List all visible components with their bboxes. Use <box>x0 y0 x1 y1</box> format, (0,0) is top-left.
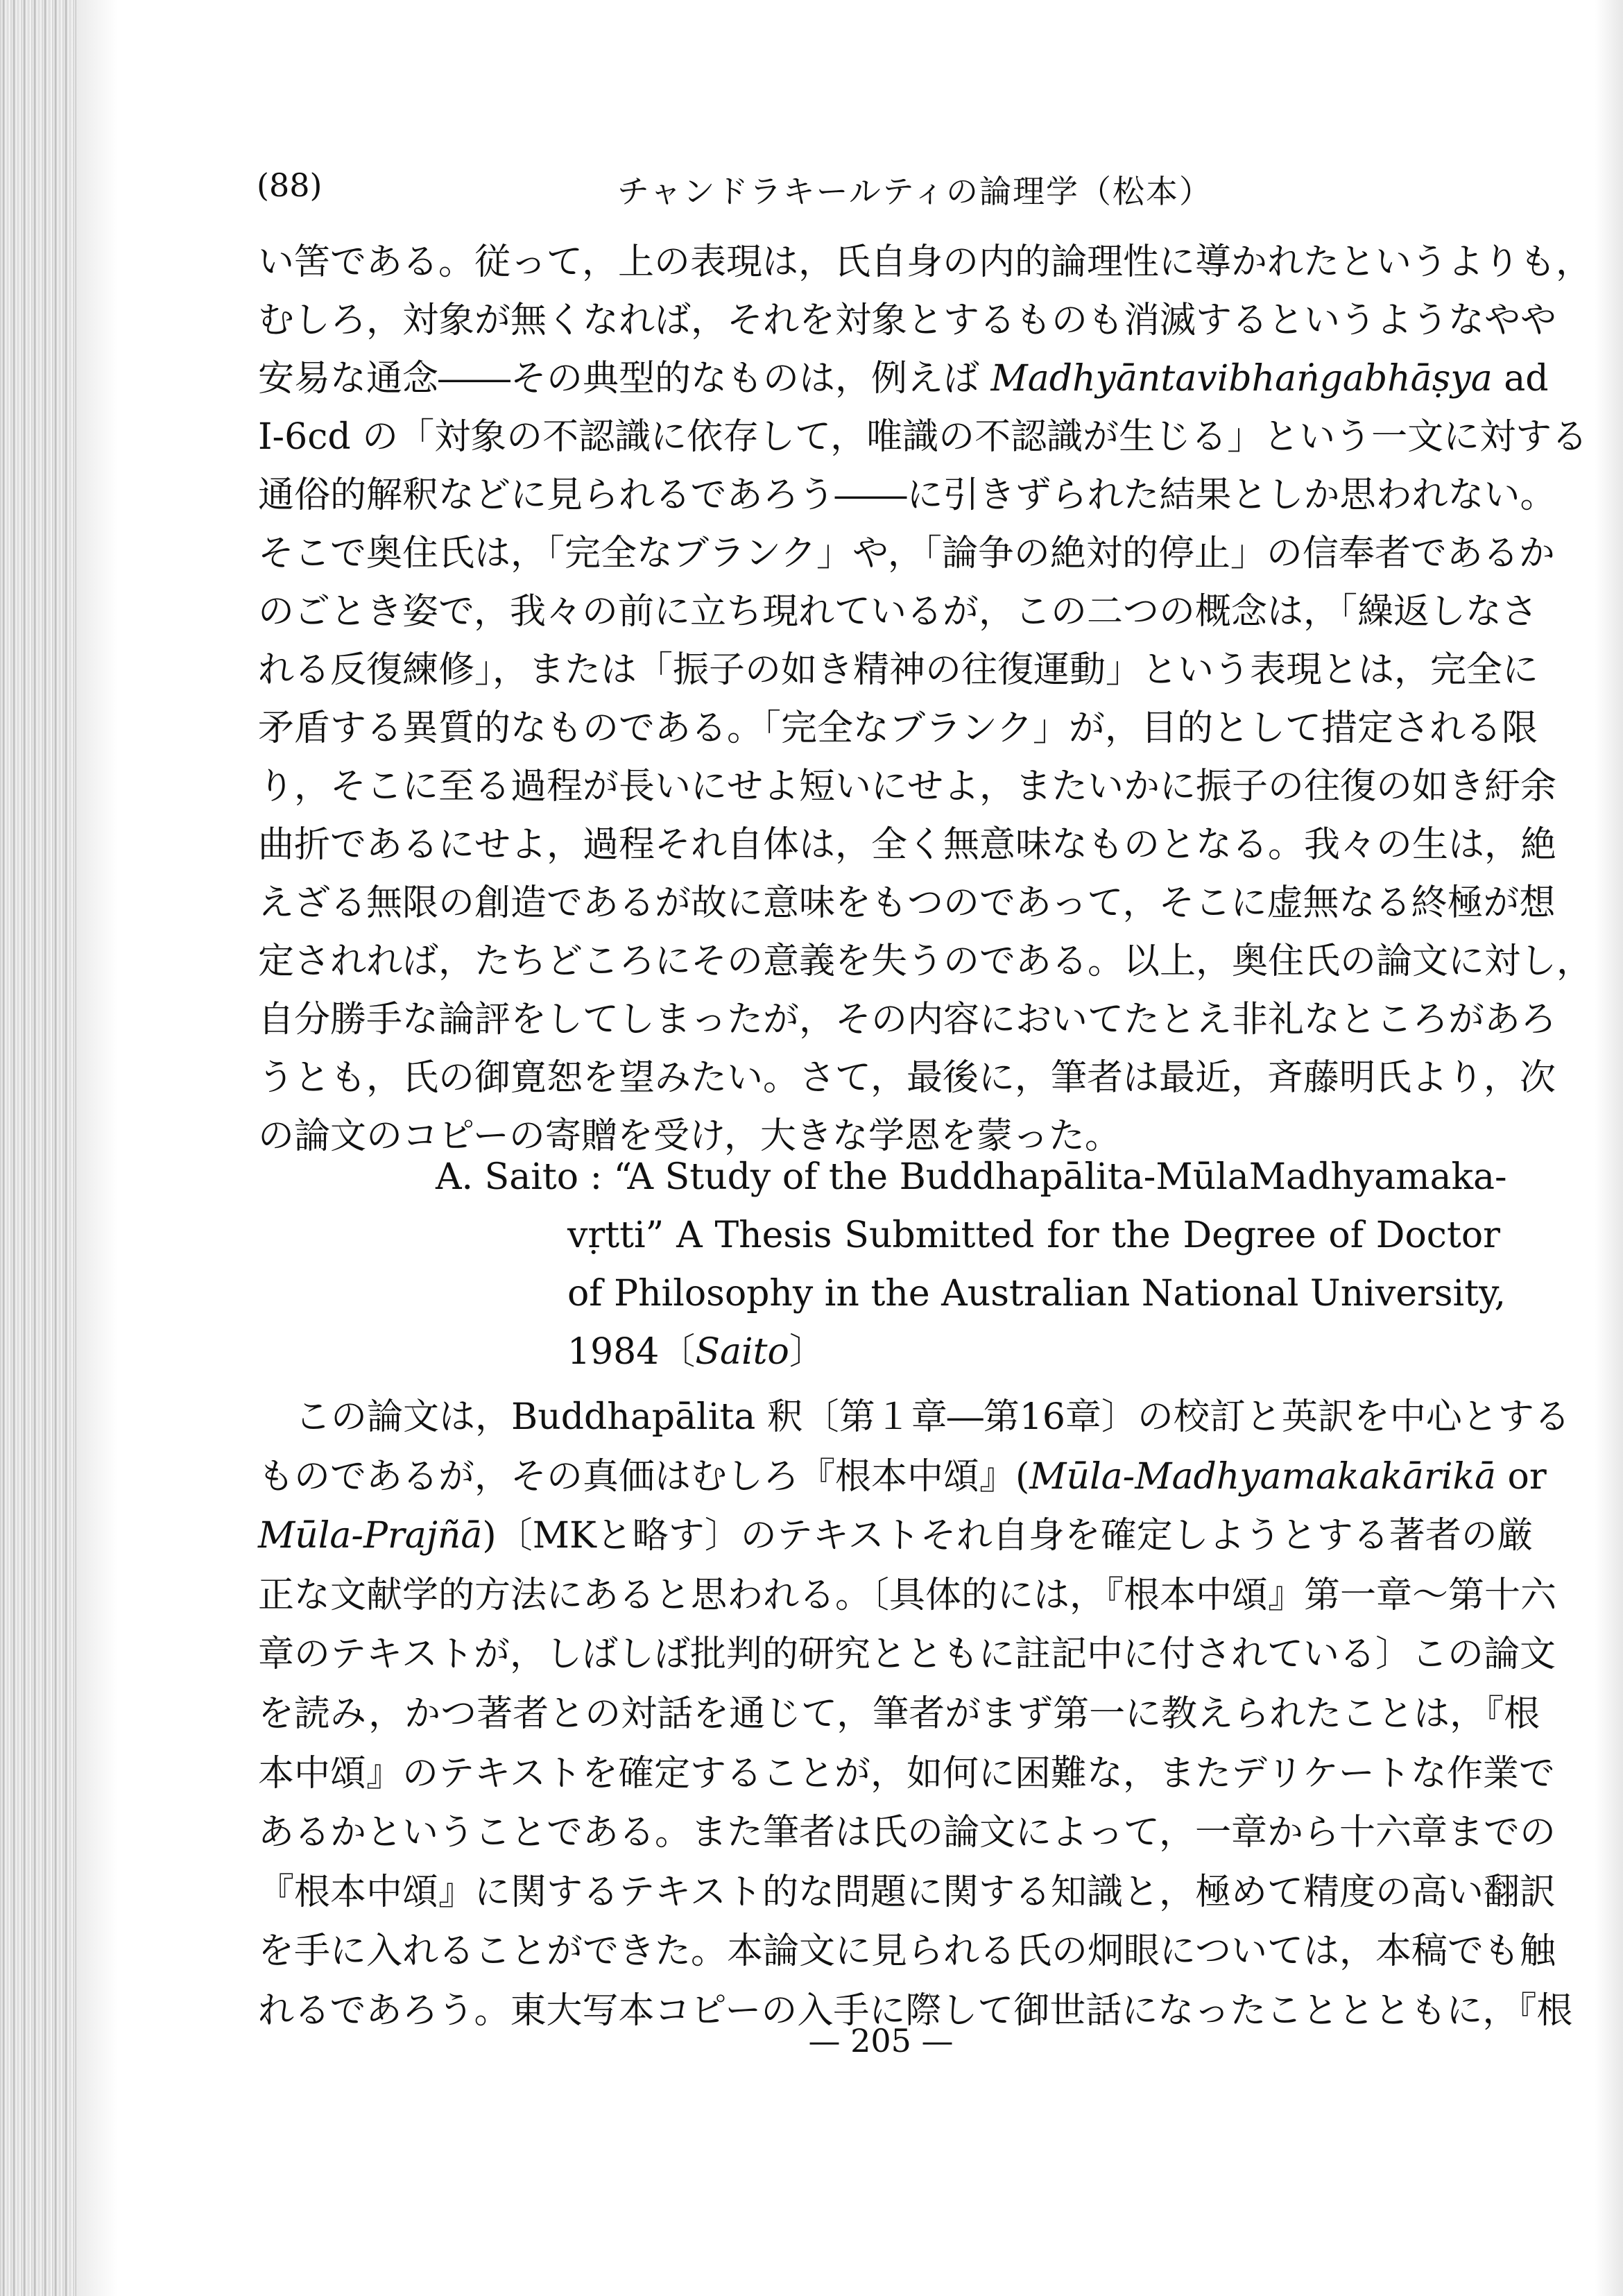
paragraph-line <box>258 1868 1556 1917</box>
italic-term: Madhyāntavibhaṅgabhāṣya <box>990 358 1493 400</box>
citation-line <box>567 1269 1506 1318</box>
text-run: 〕 <box>789 1331 825 1373</box>
text-run: A. Saito : “A Study of the Buddhapālita-MūlaMadhyamaka- <box>436 1156 1507 1198</box>
text-run: そこで奥住氏は，「完全なブランク」や，「論争の絶対的停止」の信奉者であるか <box>258 533 1555 574</box>
text-run: 『根本中頌』に関するテキスト的な問題に関する知識と，極めて精度の高い翻訳 <box>258 1871 1556 1913</box>
italic-term: Mūla-Prajñā <box>258 1515 483 1557</box>
paragraph-line <box>258 1571 1557 1620</box>
text-run: 章のテキストが，しばしば批判的研究とともに註記中に付されている〕この論文 <box>258 1634 1556 1676</box>
text-run: I-6cd の「対象の不認識に依存して，唯識の不認識が生じる」という一文に対する <box>258 416 1588 458</box>
paragraph-line <box>258 937 1593 986</box>
text-run: 通俗的解釈などに見られるであろう――に引きずられた結果としか思われない。 <box>258 474 1556 516</box>
text-run: or <box>1495 1455 1547 1498</box>
text-run: )〔MKと略す〕のテキストそれ自身を確定しようとする著者の厳 <box>482 1515 1534 1557</box>
paragraph-line <box>258 413 1588 461</box>
text-run: この論文は，Buddhapālita 釈〔第１章―第16章〕の校訂と英訳を中心とする <box>295 1396 1570 1438</box>
paragraph-line <box>258 1630 1556 1679</box>
text-run: 安易な通念――その典型的なものは，例えば <box>258 358 991 400</box>
text-run: の論文のコピーの寄贈を受け，大きな学恩を蒙った。 <box>258 1115 1121 1157</box>
citation-line <box>567 1211 1500 1260</box>
paragraph-line <box>258 762 1557 811</box>
text-run: ad <box>1492 358 1549 400</box>
text-run: 自分勝手な論評をしてしまったが，その内容においてたとえ非礼なところがあろ <box>258 999 1557 1040</box>
header-page-number: (88) <box>257 166 323 204</box>
text-run: 矛盾する異質的なものである。「完全なブランク」が，目的として措定される限 <box>258 708 1538 749</box>
text-run: を手に入れることができた。本論文に見られる氏の炯眼については，本稿でも触 <box>258 1930 1556 1973</box>
citation-line <box>436 1153 1507 1201</box>
text-run: 本中頌』のテキストを確定することが，如何に困難な，またデリケートな作業で <box>258 1752 1555 1794</box>
paragraph-line <box>258 296 1557 345</box>
scan-edge-shadow <box>1595 0 1623 2296</box>
paragraph-line <box>258 646 1539 694</box>
text-run: い筈である。従って，上の表現は，氏自身の内的論理性に導かれたというよりも， <box>258 241 1592 283</box>
footer-page-number: — 205 — <box>808 2022 954 2059</box>
text-run: り，そこに至る過程が長いにせよ短いにせよ，またいかに振子の往復の如き紆余 <box>258 766 1557 807</box>
text-run: あるかということである。また筆者は氏の論文によって，一章から十六章までの <box>258 1812 1556 1854</box>
scan-binding-shadow <box>0 0 76 2296</box>
text-run: vṛtti” A Thesis Submitted for the Degree of Doctor <box>567 1215 1500 1256</box>
text-run: 正な文献学的方法にあると思われる。〔具体的には，『根本中頌』第一章～第十六 <box>258 1574 1557 1616</box>
text-run: of Philosophy in the Australian National University, <box>567 1273 1506 1314</box>
paragraph-line <box>258 471 1556 520</box>
italic-term: Mūla-Madhyamakakārikā <box>1029 1455 1496 1498</box>
paragraph-line <box>258 529 1555 578</box>
paragraph-line <box>258 1511 1534 1560</box>
text-run: のごとき姿で，我々の前に立ち現れているが，この二つの概念は，「繰返しなさ <box>258 591 1538 633</box>
paragraph-line <box>258 995 1557 1044</box>
paragraph-line <box>258 1690 1540 1738</box>
citation-line <box>567 1328 1500 1376</box>
text-run: むしろ，対象が無くなれば，それを対象とするものも消滅するというようなやや <box>258 300 1557 341</box>
paragraph-line <box>258 1808 1556 1857</box>
running-title: チャンドラキールティの論理学（松本） <box>617 173 1213 210</box>
paragraph-line <box>258 704 1538 753</box>
paragraph-line <box>258 1453 1547 1501</box>
paragraph-line <box>258 821 1557 869</box>
paragraph-line <box>258 238 1592 286</box>
paragraph-line <box>258 879 1556 927</box>
text-run: ものであるが，その真価はむしろ『根本中頌』( <box>258 1455 1030 1498</box>
paragraph-line <box>295 1393 1570 1441</box>
paragraph-line <box>258 1054 1556 1102</box>
text-run: 1984〔 <box>567 1331 696 1373</box>
text-run: えざる無限の創造であるが故に意味をもつのであって，そこに虚無なる終極が想 <box>258 882 1556 924</box>
paragraph-line <box>258 588 1538 636</box>
paragraph-line <box>258 354 1549 403</box>
text-run: を読み，かつ著者との対話を通じて，筆者がまず第一に教えられたことは，『根 <box>258 1693 1540 1735</box>
text-run: 定されれば，たちどころにその意義を失うのである。以上，奥住氏の論文に対し， <box>258 941 1593 982</box>
text-run: うとも，氏の御寛恕を望みたい。さて，最後に，筆者は最近，斉藤明氏より，次 <box>258 1057 1556 1099</box>
text-run: 曲折であるにせよ，過程それ自体は，全く無意味なものとなる。我々の生は，絶 <box>258 824 1557 866</box>
paragraph-line <box>258 1927 1556 1976</box>
text-run: れるであろう。東大写本コピーの入手に際して御世話になったこととともに，『根 <box>258 1990 1573 2032</box>
running-header <box>257 166 1505 215</box>
paragraph-line <box>258 1749 1555 1798</box>
italic-term: Saito <box>695 1331 789 1373</box>
text-run: れる反復練修」，または「振子の如き精神の往復運動」という表現とは，完全に <box>258 649 1539 691</box>
